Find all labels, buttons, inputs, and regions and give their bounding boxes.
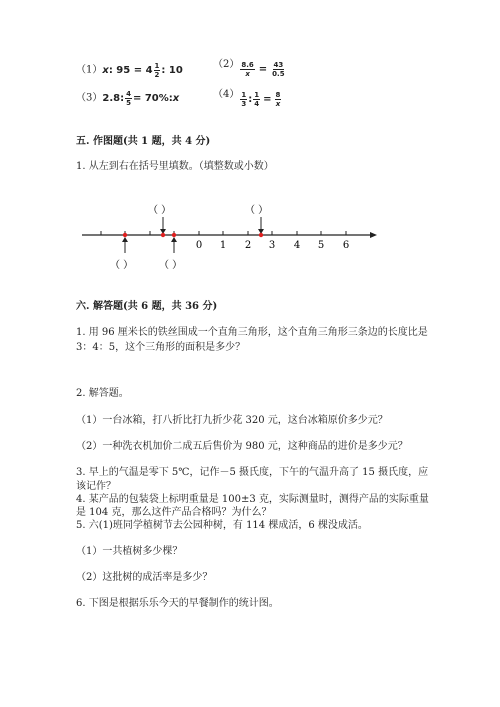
section-6-q5: 5. 六(1)班同学植树节去公园种树，有 114 棵成活，6 棵没成活。 bbox=[76, 520, 368, 531]
tick-label-4: 4 bbox=[293, 240, 301, 251]
fraction-8-x: $\frac{8}{x}$ bbox=[275, 91, 281, 108]
section-5-q1: 1. 从左到右在括号里填数。（填整数或小数） bbox=[76, 161, 274, 172]
section-6-q2-2: （2）一种洗衣机加价二成五后售价为 980 元，这种商品的进价是多少元？ bbox=[76, 441, 408, 452]
number-line-arrowhead bbox=[370, 232, 377, 238]
expr-part: : 10 bbox=[161, 64, 183, 76]
tick-label-1: 1 bbox=[219, 240, 227, 251]
problem-4-equation: $\frac{1}{3}$ : $\frac{1}{4}$ = $\frac{8}{x}$ bbox=[241, 91, 281, 108]
problem-1-equation bbox=[102, 62, 182, 79]
point-d bbox=[259, 233, 263, 237]
expr-part: : 95 = 4 bbox=[108, 64, 153, 76]
section-6-q2-1: （1）一台冰箱，打八折比打九折少花 320 元，这台冰箱原价多少元？ bbox=[76, 415, 388, 426]
problem-2-label: （2） bbox=[213, 59, 240, 70]
section-6-q3-line1: 3. 早上的气温是零下 5℃，记作－5 摄氏度，下午的气温升高了 15 摄氏度，应 bbox=[76, 467, 429, 478]
fraction-half: $\frac{1}{2}$ bbox=[154, 62, 160, 79]
section-6-q6: 6. 下图是根据乐乐今天的早餐制作的统计图。 bbox=[76, 598, 279, 609]
section-6-title: 六. 解答题(共 6 题，共 36 分) bbox=[76, 301, 218, 312]
problem-3-equation: 2.8: $\frac{4}{5}$ = 70%: x bbox=[102, 90, 180, 107]
arrowhead-up-right bbox=[171, 237, 177, 242]
section-6-q1-line1: 1. 用 96 厘米长的铁丝围成一个直角三角形，这个直角三角形三条边的长度比是 bbox=[76, 327, 428, 338]
tick-label-6: 6 bbox=[342, 240, 350, 251]
problem-3 bbox=[76, 90, 179, 107]
paren-top-left: （ ） bbox=[148, 205, 172, 216]
problem-3-label: （3） bbox=[76, 92, 103, 104]
tick-label-3: 3 bbox=[268, 240, 276, 251]
arrowhead-up-left bbox=[122, 237, 128, 242]
section-6-q4-line2: 是 104 克，那么这件产品合格吗？为什么？ bbox=[76, 507, 272, 518]
problem-1-label: （1） bbox=[76, 64, 103, 76]
fraction-43-0.5: $\frac{43}{0.5}$ bbox=[272, 61, 285, 78]
tick-label-5: 5 bbox=[317, 240, 325, 251]
var-x: x bbox=[102, 64, 109, 76]
fraction-8.6-x: $\frac{8.6}{x}$ bbox=[241, 61, 254, 78]
section-6-q5-1: （1）一共植树多少棵？ bbox=[76, 546, 183, 557]
tick-label-2: 2 bbox=[244, 240, 252, 251]
fraction-4-5: $\frac{4}{5}$ bbox=[126, 90, 131, 107]
section-6-q5-2: （2）这批树的成活率是多少？ bbox=[76, 572, 213, 583]
point-c bbox=[172, 233, 176, 237]
point-b bbox=[161, 233, 165, 237]
section-6-q1-line2: 3：4：5，这个三角形的面积是多少？ bbox=[76, 342, 246, 353]
number-line-diagram bbox=[70, 195, 390, 275]
section-6-q2: 2. 解答题。 bbox=[76, 388, 129, 399]
section-6-q3-line2: 该记作？ bbox=[76, 481, 116, 492]
paren-top-right: （ ） bbox=[245, 205, 269, 216]
section-6-q4-line1: 4. 某产品的包装袋上标明重量是 100±3 克，实际测量时，测得产品的实际重量 bbox=[76, 494, 429, 505]
problem-1 bbox=[76, 62, 183, 79]
problem-4-label: （4） bbox=[213, 89, 240, 100]
problem-4 bbox=[213, 88, 282, 108]
tick-marks bbox=[101, 231, 346, 235]
fraction-1-3: $\frac{1}{3}$ bbox=[241, 91, 247, 108]
tick-label-0: 0 bbox=[195, 240, 203, 251]
problem-2 bbox=[213, 58, 287, 78]
fraction-1-4: $\frac{1}{4}$ bbox=[254, 91, 260, 108]
section-5-title: 五. 作图题(共 1 题，共 4 分) bbox=[76, 136, 211, 147]
problem-2-equation: $\frac{8.6}{x}$ = $\frac{43}{0.5}$ bbox=[241, 61, 285, 78]
point-a bbox=[123, 233, 127, 237]
paren-bottom-left: （ ） bbox=[110, 260, 134, 271]
paren-bottom-right: （ ） bbox=[159, 260, 183, 271]
